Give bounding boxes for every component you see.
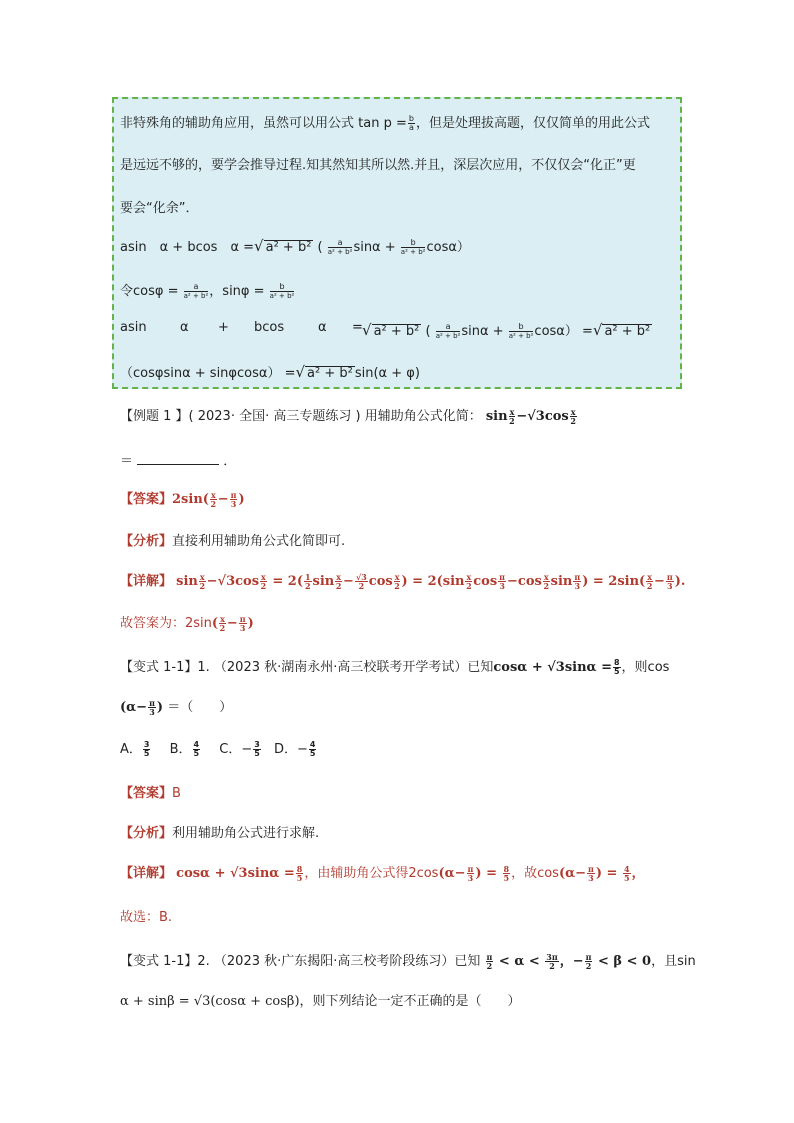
variant-2-question: 【变式 1-1】2. （2023 秋·广东揭阳·高三校考阶段练习）已知 $\frac{\pi}{2}$ < α < $\frac{3\pi}{2}$ ，− $\frac{\pi}{2}$ < β < 0，且sin [120, 952, 696, 971]
formula-1: asin α + bcos α =√ a² + b² ( $\frac{a}{\text{a² + b²}}$ sinα + $\frac{b}{\text{a² + b²}}$ cosα） [120, 237, 470, 256]
variant-1-detail: 【详解】 cosα + √3sinα = $\frac{8}{5}$ ，由辅助角公式得2cos(α− $\frac{\pi}{3}$ ) = $\frac{8}{5}$ ，故cos(α− $\frac{\pi}{3}$ ) = $\frac{4}{5}$ ， [120, 864, 645, 883]
variant-1-options [120, 738, 317, 758]
variant-1-analysis: 【分析】利用辅助角公式进行求解. [120, 826, 320, 841]
fraction-b-over-a: $\frac{b}{a}$ [408, 114, 414, 132]
example-1-blank-line: ＝ ． [120, 454, 237, 469]
example-1-analysis: 【分析】直接利用辅助角公式化简即可. [120, 534, 346, 549]
note-line-3: 要会“化余”． [120, 201, 199, 216]
variant-1-question-line-2: (α− $\frac{\pi}{3}$ ) ＝（ ） [120, 698, 233, 717]
option-a[interactable]: A． $\frac{3}{5}$ [120, 740, 150, 758]
example-1-answer: 【答案】2sin( $\frac{x}{2}$ − $\frac{\pi}{3}$ ) [120, 490, 245, 509]
example-1-conclusion: 故答案为：2sin( $\frac{x}{2}$ − $\frac{\pi}{3}$ ) [120, 614, 254, 633]
example-1-detail: 【详解】 sin $\frac{x}{2}$ −√3cos $\frac{x}{2}$ = 2( $\frac{1}{2}$ sin $\frac{x}{2}$ − $\frac{√3}{2}$ cos $\frac{x}{2}$ ) = 2(sin $\frac{x}{2}$ cos $\frac{\pi}{3}$ −cos $\frac{x}{2}$ sin $\frac{\pi}{3}$ ) = 2sin( $\frac{x}{2}$ − $\frac{\pi}{3}$ ). [120, 572, 686, 591]
example-1-question: 【例题 1 】( 2023· 全国· 高三专题练习 ) 用辅助角公式化简： sin $\frac{x}{2}$ −√3cos $\frac{x}{2}$ [120, 407, 576, 426]
variant-1-answer: 【答案】B [120, 786, 181, 801]
option-c[interactable]: C．− $\frac{3}{5}$ [219, 740, 260, 758]
variant-1-conclusion: 故选：B. [120, 910, 173, 925]
variant-2-question-line-2: α + sinβ = √3(cosα + cosβ)，则下列结论一定不正确的是（ ） [120, 994, 521, 1009]
note-line-2: 是远远不够的，要学会推导过程.知其然知其所以然.并且，深层次应用，不仅仅会“化正”更 [120, 158, 636, 173]
formula-4: （cosφsinα + sinφcosα） =√ a² + b² sin(α + φ) [120, 363, 420, 381]
answer-blank[interactable] [137, 452, 219, 465]
note-line-1: 非特殊角的辅助角应用，虽然可以用公式 tan p = $\frac{b}{a}$ ，但是处理拔高题，仅仅简单的用此公式 [120, 114, 650, 132]
option-b[interactable]: B． $\frac{4}{5}$ [169, 740, 200, 758]
variant-1-question: 【变式 1-1】1. （2023 秋·湖南永州·高三校联考开学考试）已知cosα + √3sinα = $\frac{8}{5}$ ，则cos [120, 658, 670, 676]
formula-2: 令cosφ = $\frac{a}{\text{a² + b²}}$ ，sinφ = $\frac{b}{\text{a² + b²}}$ [120, 282, 295, 300]
sqrt-icon: √ [254, 237, 264, 255]
option-d[interactable]: D．− $\frac{4}{5}$ [273, 740, 316, 758]
